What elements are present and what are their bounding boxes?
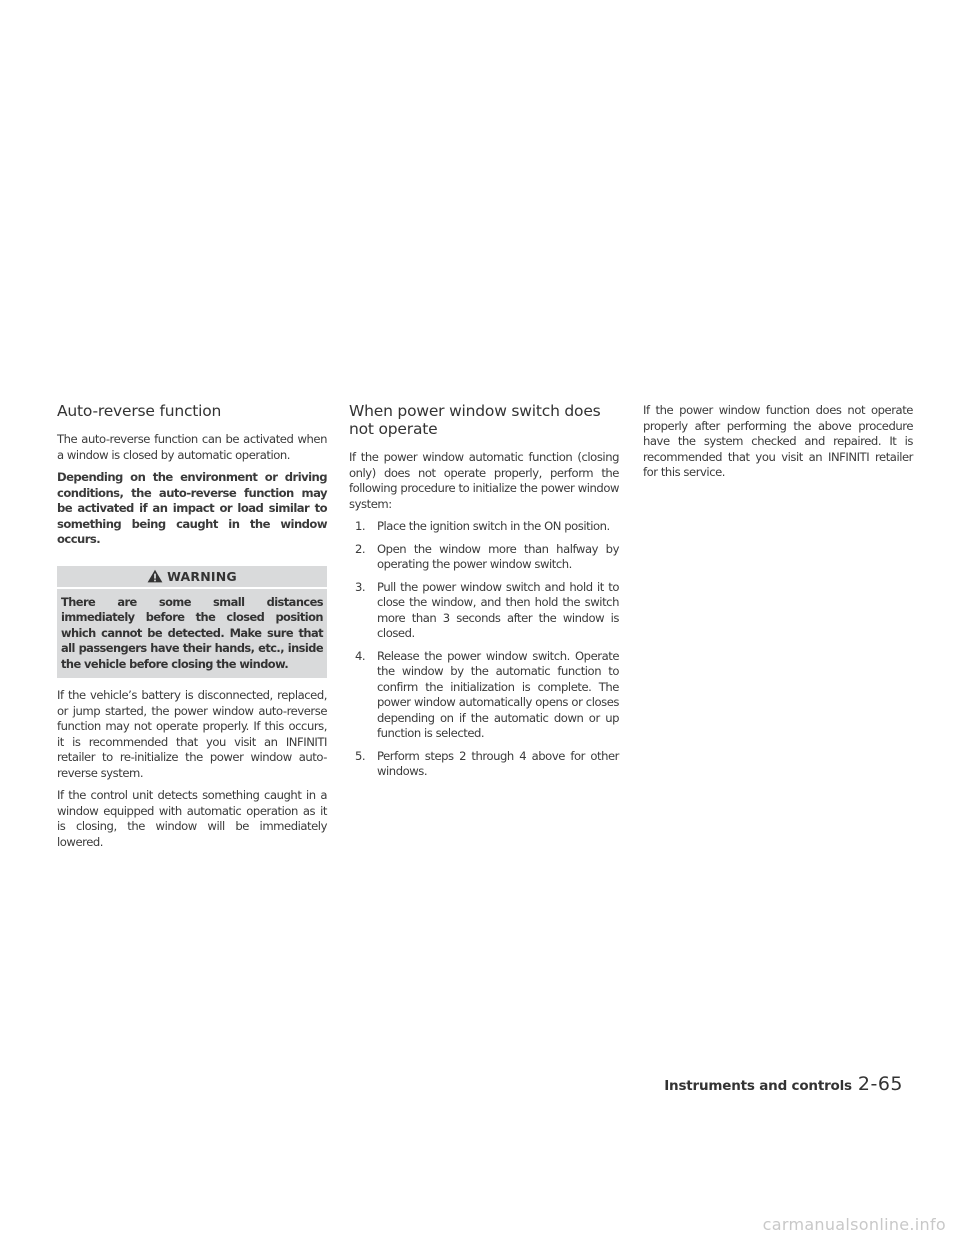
list-item — [349, 749, 619, 780]
step-number: 5. — [355, 748, 366, 763]
watermark: carmanualsonline.info — [762, 1215, 946, 1234]
list-item — [349, 649, 619, 742]
paragraph: If the power window function does not operate properly after performing the above procedure have the system checked and repaired. It is recommended that you visit an INFINITI retailer for this service. — [643, 403, 913, 479]
column-left — [57, 402, 327, 857]
step-number: 4. — [355, 648, 366, 663]
procedure-steps — [349, 519, 619, 780]
paragraph: If the power window automatic function (closing only) does not operate properly, perform the following procedure to initialize the power window system: — [349, 450, 619, 511]
page-number: 2-65 — [857, 1073, 903, 1095]
list-item — [349, 542, 619, 573]
list-item — [349, 519, 619, 535]
step-number: 2. — [355, 541, 366, 556]
paragraph: If the vehicle’s battery is disconnected, replaced, or jump started, the power window auto-reverse function may not operate properly. If this occurs, it is recommended that you visit an INFINITI retailer to re-initialize the power window auto-reverse system. — [57, 688, 327, 780]
step-text: Pull the power window switch and hold it to close the window, and then hold the switch more than 3 seconds after the window is closed. — [377, 579, 619, 640]
paragraph: The auto-reverse function can be activated when a window is closed by automatic operation. — [57, 432, 327, 462]
warning-header — [57, 566, 327, 589]
step-text: Place the ignition switch in the ON position. — [377, 519, 610, 533]
step-number: 1. — [355, 519, 366, 533]
paragraph: If the control unit detects something caught in a window equipped with automatic operation as it is closing, the window will be immediately lowered. — [57, 788, 327, 849]
bold-paragraph: Depending on the environment or driving conditions, the auto-reverse function may be activated if an impact or load similar to something being caught in the window occurs. — [57, 470, 327, 546]
list-item — [349, 580, 619, 642]
section-heading-auto-reverse: Auto-reverse function — [57, 402, 222, 420]
warning-title: WARNING — [167, 568, 237, 584]
section-heading-power-window: When power window switch does not operate — [349, 402, 601, 438]
footer-section-title: Instruments and controls — [664, 1078, 852, 1094]
column-right — [643, 403, 913, 488]
warning-icon — [147, 569, 163, 583]
column-middle — [349, 402, 619, 787]
page-footer — [664, 1073, 903, 1095]
warning-box — [57, 566, 327, 679]
step-text: Release the power window switch. Operate the window by the automatic function to confirm the initialization is complete. The power window automatically opens or closes depending on if the automatic down or up function is selected. — [377, 648, 619, 740]
warning-text: There are some small distances immediately before the closed position which cannot be detected. Make sure that all passengers have their hands, etc., inside the vehicle before closing the window. — [61, 594, 323, 671]
step-number: 3. — [355, 579, 366, 594]
step-text: Perform steps 2 through 4 above for other windows. — [377, 748, 619, 778]
step-text: Open the window more than halfway by operating the power window switch. — [377, 541, 619, 571]
